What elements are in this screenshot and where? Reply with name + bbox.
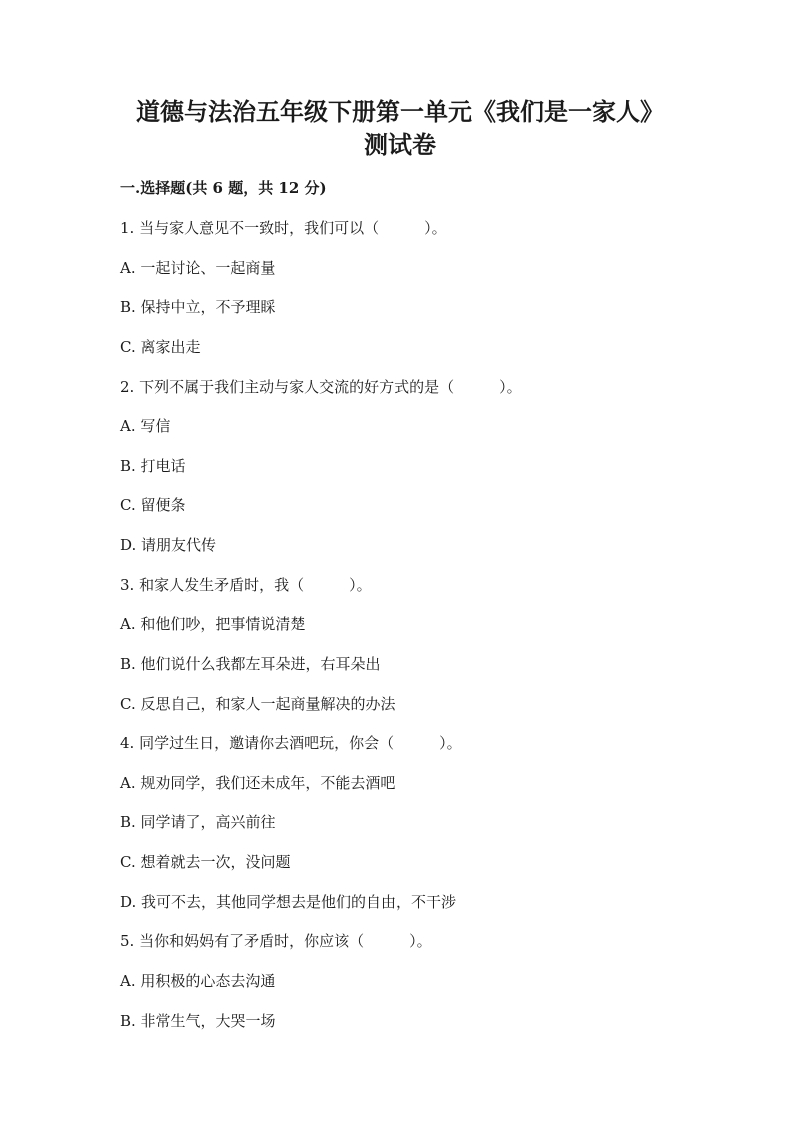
question-2: 2. 下列不属于我们主动与家人交流的好方式的是（ ）。 xyxy=(120,377,522,396)
question-list xyxy=(120,217,720,1049)
document-title-continued: 测试卷 xyxy=(364,130,436,159)
option-1a: A. 一起讨论、一起商量 xyxy=(120,258,276,277)
option-4b: B. 同学请了，高兴前往 xyxy=(120,813,276,832)
option-2c: C. 留便条 xyxy=(120,496,186,515)
option-2b: B. 打电话 xyxy=(120,456,186,475)
question-4: 4. 同学过生日，邀请你去酒吧玩，你会（ ）。 xyxy=(120,734,462,753)
document-title: 道德与法治五年级下册第一单元《我们是一家人》 xyxy=(136,97,664,126)
option-4c: C. 想着就去一次，没问题 xyxy=(120,853,291,871)
option-1c: C. 离家出走 xyxy=(120,337,201,356)
option-4d: D. 我可不去，其他同学想去是他们的自由，不干涉 xyxy=(120,892,457,911)
question-3: 3. 和家人发生矛盾时，我（ ）。 xyxy=(120,575,372,594)
option-5a: A. 用积极的心态去沟通 xyxy=(120,971,276,990)
question-1: 1. 当与家人意见不一致时，我们可以（ ）。 xyxy=(120,219,447,237)
question-5: 5. 当你和妈妈有了矛盾时，你应该（ ）。 xyxy=(120,932,432,951)
option-3b: B. 他们说什么我都左耳朵进，右耳朵出 xyxy=(120,654,381,673)
option-3c: C. 反思自己，和家人一起商量解决的办法 xyxy=(120,694,396,713)
option-1b: B. 保持中立，不予理睬 xyxy=(120,298,276,317)
option-2d: D. 请朋友代传 xyxy=(120,536,217,554)
option-2a: A. 写信 xyxy=(120,417,171,436)
option-4a: A. 规劝同学，我们还未成年，不能去酒吧 xyxy=(120,773,396,792)
section-heading: 一.选择题(共 6 题，共 12 分) xyxy=(120,179,327,197)
option-3a: A. 和他们吵，把事情说清楚 xyxy=(120,615,306,634)
option-5b: B. 非常生气，大哭一场 xyxy=(120,1011,276,1030)
